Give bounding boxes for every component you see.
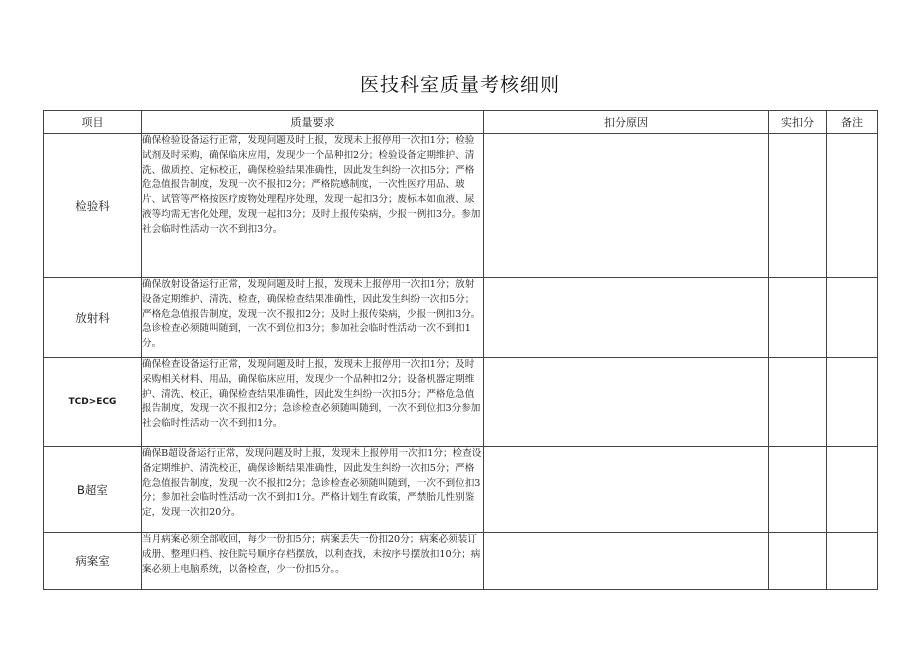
requirement-cell: 当月病案必须全部收回，每少一份扣5分；病案丢失一份扣20分；病案必须装订成册、整理归档、按住院号顺序存档摆放，以利查找，未按序号摆放扣10分；病案必须上电脑系统，以备检查，少一份扣5分。。 (142, 533, 484, 590)
requirement-cell: 确保检查设备运行正常，发现问题及时上报，发现未上报停用一次扣1分；及时采购相关材料、用品，确保临床应用，发现少一个品种扣2分；设备机器定期维护、清洗、校正，确保检查结果准确性，因此发生纠纷一次扣5分；严格危急值报告制度，发现一次不报扣2分；急诊检查必须随叫随到，一次不到位扣3分参加社会临时性活动一次不到扣1分。 (142, 358, 484, 447)
dept-cell: 检验科 (44, 134, 142, 278)
requirement-cell: 确保放射设备运行正常，发现问题及时上报，发现未上报停用一次扣1分；放射设备定期维护、清洗、检查，确保检查结果准确性，因此发生纠纷一次扣5分；严格危急值报告制度，发现一次不报扣2分；及时上报传染病，少报一例扣3分。急诊检查必须随叫随到，一次不到位扣3分；参加社会临时性活动一次不到扣1分。 (142, 278, 484, 358)
remark-cell[interactable] (827, 533, 878, 590)
remark-cell[interactable] (827, 278, 878, 358)
reason-cell[interactable] (484, 358, 769, 447)
header-item: 项目 (44, 111, 142, 134)
requirement-cell: 确保检验设备运行正常，发现问题及时上报，发现未上报停用一次扣1分；检验试剂及时采购，确保临床应用，发现少一个品种扣2分；检验设备定期维护、清洗、做质控、定标校正，确保检验结果准确性，因此发生纠纷一次扣5分；严格危急值报告制度，发现一次不报扣2分；严格院感制度，一次性医疗用品、玻片、试管等严格按医疗废物处理程序处理，发现一起扣3分；废标本如血液、尿液等均需无害化处理，发现一起扣3分；及时上报传染病，少报一例扣3分。参加社会临时性活动一次不到扣3分。 (142, 134, 484, 278)
dept-cell: TCD>ECG (44, 358, 142, 447)
table-row (44, 134, 878, 278)
quality-assessment-table (43, 110, 878, 590)
header-deduction: 实扣分 (769, 111, 827, 134)
deduction-cell[interactable] (769, 447, 827, 533)
reason-cell[interactable] (484, 447, 769, 533)
deduction-cell[interactable] (769, 134, 827, 278)
requirement-cell: 确保B超设备运行正常，发现问题及时上报，发现未上报停用一次扣1分；检查设备定期维护、清洗校正，确保诊断结果准确性，因此发生纠纷一次扣5分；严格危急值报告制度，发现一次不报扣2分；急诊检查必须随叫随到，一次不到位扣3分；参加社会临时性活动一次不到扣1分。严格计划生育政策，严禁胎儿性别鉴定，发现一次扣20分。 (142, 447, 484, 533)
table-row (44, 447, 878, 533)
reason-cell[interactable] (484, 278, 769, 358)
table-header-row (44, 111, 878, 134)
deduction-cell[interactable] (769, 533, 827, 590)
header-reason: 扣分原因 (484, 111, 769, 134)
header-requirement: 质量要求 (142, 111, 484, 134)
deduction-cell[interactable] (769, 278, 827, 358)
document-title: 医技科室质量考核细则 (359, 74, 560, 96)
reason-cell[interactable] (484, 533, 769, 590)
remark-cell[interactable] (827, 358, 878, 447)
remark-cell[interactable] (827, 447, 878, 533)
dept-cell: 病案室 (44, 533, 142, 590)
reason-cell[interactable] (484, 134, 769, 278)
deduction-cell[interactable] (769, 358, 827, 447)
remark-cell[interactable] (827, 134, 878, 278)
header-remark: 备注 (827, 111, 878, 134)
table-row (44, 358, 878, 447)
table-row (44, 533, 878, 590)
dept-cell: B超室 (44, 447, 142, 533)
table-row (44, 278, 878, 358)
dept-cell: 放射科 (44, 278, 142, 358)
